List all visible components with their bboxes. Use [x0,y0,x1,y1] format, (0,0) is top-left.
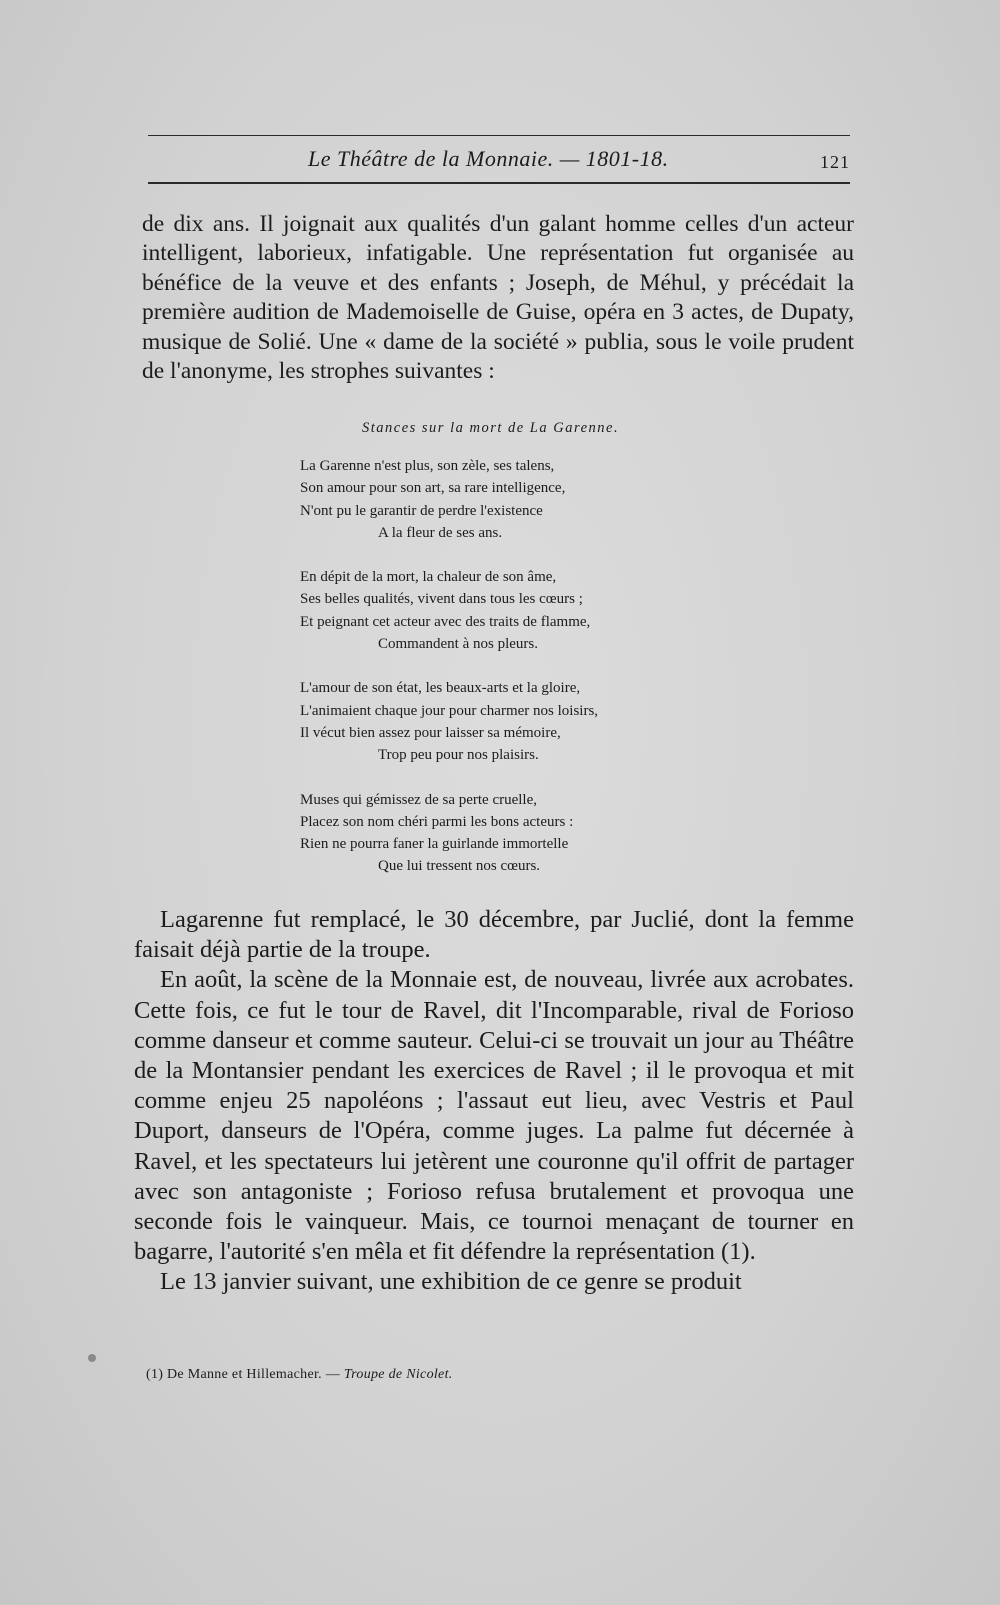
page-number: 121 [820,152,850,172]
poem-line: Son amour pour son art, sa rare intelligence, [300,480,566,497]
poem-line: L'amour de son état, les beaux-arts et la gloire, [300,680,581,697]
intro-paragraph-block [142,210,854,386]
footnote-text: (1) De Manne et Hillemacher. — [146,1367,341,1382]
paragraph: En août, la scène de la Monnaie est, de nouveau, livrée aux acrobates. Cette fois, ce fut le tour de Ravel, dit l'Incomparable, rival de Forioso comme danseur et comme sauteur. Celui-ci se trouvait un jour au Théâtre de la Montansier pendant les exercices de Ravel ; il le provoqua et mit comme enjeu 25 napoléons ; l'assaut eut lieu, avec Vestris et Paul Duport, danseurs de l'Opéra, comme juges. La palme fut décernée à Ravel, et les spectateurs lui jetèrent une couronne qu'il offrit de partager avec son antagoniste ; Forioso refusa brutalement et provoqua une seconde fois le vainqueur. Mais, ce tournoi menaçant de tourner en bagarre, l'autorité s'en mêla et fit défendre la représentation (1). [134,966,854,1266]
poem-line: Placez son nom chéri parmi les bons acteurs : [300,813,574,830]
running-title: Le Théâtre de la Monnaie. — 1801-18. [308,146,669,171]
paragraph: Le 13 janvier suivant, une exhibition de ce genre se produit [160,1268,742,1296]
poem-line: La Garenne n'est plus, son zèle, ses talens, [300,458,555,474]
poem-line: Trop peu pour nos plaisirs. [378,747,539,764]
intro-paragraph: de dix ans. Il joignait aux qualités d'un galant homme celles d'un acteur intelligent, laborieux, infatigable. Une représentation fut organisée au bénéfice de la veuve et des enfants ; Joseph, de Méhul, y précédait la première audition de Mademoiselle de Guise, opéra en 3 actes, de Dupaty, musique de Solié. Une « dame de la société » publia, sous le voile prudent de l'anonyme, les strophes suivantes : [142,211,854,385]
poem-line: Commandent à nos pleurs. [378,636,538,653]
poem-stanza [300,566,720,655]
poem-line: Ses belles qualités, vivent dans tous les cœurs ; [300,591,583,608]
poem-line: Que lui tressent nos cœurs. [378,858,541,875]
poem-line: Rien ne pourra faner la guirlande immortelle [300,836,569,853]
footnote-source: Troupe de Nicolet. [343,1367,453,1382]
paragraph: Lagarenne fut remplacé, le 30 décembre, par Juclié, dont la femme faisait déjà partie de la troupe. [134,906,854,964]
poem-line: L'animaient chaque jour pour charmer nos loisirs, [300,702,599,719]
poem-title: Stances sur la mort de La Garenne. [362,420,620,436]
poem-line: En dépit de la mort, la chaleur de son âme, [300,569,557,586]
running-head [148,146,850,176]
page-blemish [88,1354,96,1362]
poem-line: A la fleur de ses ans. [378,524,503,541]
poem-stanza [300,677,720,766]
poem [300,455,720,900]
poem-stanza [300,789,720,878]
header-rule-top [148,135,850,136]
footnote [146,1367,453,1383]
poem-line: Il vécut bien assez pour laisser sa mémoire, [300,724,561,741]
poem-line: N'ont pu le garantir de perdre l'existence [300,502,543,519]
lower-text-block [134,905,854,1298]
header-rule-bottom [148,182,850,184]
poem-stanza [300,455,720,544]
poem-line: Et peignant cet acteur avec des traits de flamme, [300,613,591,630]
poem-line: Muses qui gémissez de sa perte cruelle, [300,791,538,808]
